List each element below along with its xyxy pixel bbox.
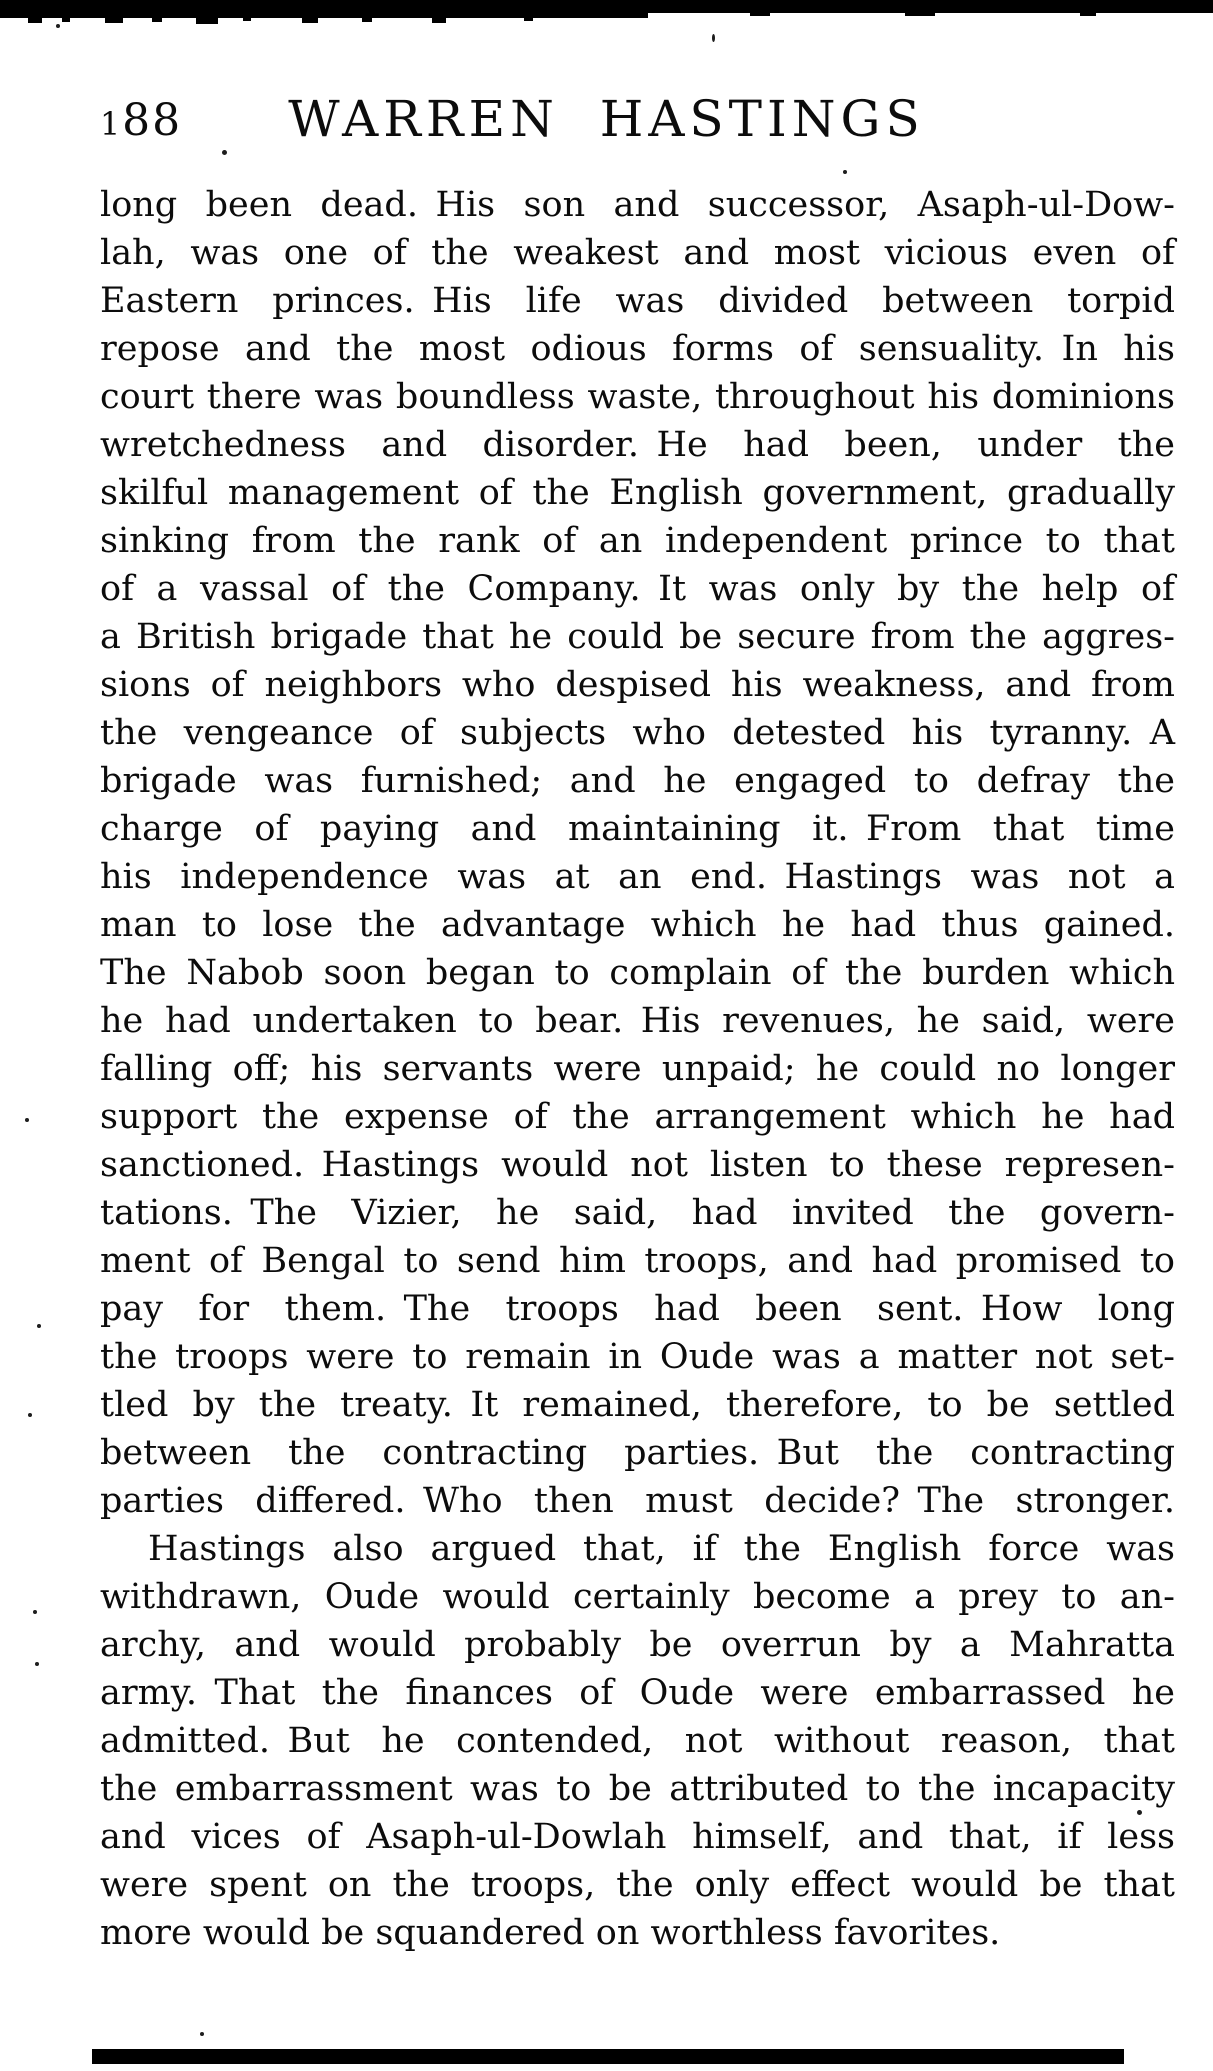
text-line: skilful management of the English government, gradually bbox=[100, 473, 1175, 513]
scan-artifact bbox=[28, 17, 42, 23]
text-line: parties differed. Who then must decide? The stronger. bbox=[100, 1481, 1175, 1521]
text-line: and vices of Asaph-ul-Dowlah himself, and that, if less bbox=[100, 1817, 1175, 1857]
ink-speck bbox=[37, 1324, 41, 1328]
text-line: admitted. But he contended, not without reason, that bbox=[100, 1721, 1175, 1761]
scan-artifact bbox=[152, 17, 162, 22]
ink-speck bbox=[33, 1610, 37, 1614]
text-line: tations. The Vizier, he said, had invited the govern- bbox=[100, 1193, 1175, 1233]
text-line: were spent on the troops, the only effect would be that bbox=[100, 1865, 1175, 1905]
text-line: repose and the most odious forms of sensuality. In his bbox=[100, 329, 1175, 369]
text-line: of a vassal of the Company. It was only by the help of bbox=[100, 569, 1175, 609]
text-line: archy, and would probably be overrun by a Mahratta bbox=[100, 1625, 1175, 1665]
ink-speck bbox=[35, 1662, 39, 1666]
text-line: Hastings also argued that, if the English force was bbox=[148, 1529, 1175, 1569]
scan-artifact bbox=[750, 12, 770, 16]
text-line: more would be squandered on worthless favorites. bbox=[100, 1913, 1001, 1953]
scan-artifact bbox=[105, 16, 123, 23]
ink-speck bbox=[56, 24, 60, 28]
text-line: court there was boundless waste, throughout his dominions bbox=[100, 377, 1175, 417]
text-line: withdrawn, Oude would certainly become a prey to an- bbox=[100, 1577, 1175, 1617]
scan-artifact bbox=[196, 16, 218, 24]
ink-speck bbox=[200, 2032, 204, 2036]
ink-speck bbox=[28, 1413, 32, 1417]
body-text bbox=[100, 181, 1175, 1957]
scan-artifact bbox=[1080, 12, 1096, 16]
ink-speck bbox=[222, 150, 227, 155]
text-line: between the contracting parties. But the contracting bbox=[100, 1433, 1175, 1473]
text-line: sions of neighbors who despised his weakness, and from bbox=[100, 665, 1175, 705]
text-line: Eastern princes. His life was divided between torpid bbox=[100, 281, 1175, 321]
text-line: man to lose the advantage which he had thus gained. bbox=[100, 905, 1175, 945]
page-number: 188 bbox=[100, 95, 183, 146]
text-line: falling off; his servants were unpaid; he could no longer bbox=[100, 1049, 1175, 1089]
text-line: sanctioned. Hastings would not listen to these represen- bbox=[100, 1145, 1175, 1185]
scan-bar-bottom bbox=[92, 2049, 1124, 2064]
text-line: army. That the finances of Oude were embarrassed he bbox=[100, 1673, 1175, 1713]
ink-speck bbox=[1137, 1810, 1142, 1815]
ink-speck bbox=[25, 1118, 29, 1122]
text-line: he had undertaken to bear. His revenues, he said, were bbox=[100, 1001, 1175, 1041]
scan-artifact bbox=[302, 17, 318, 23]
text-line: wretchedness and disorder. He had been, under the bbox=[100, 425, 1175, 465]
text-line: ment of Bengal to send him troops, and had promised to bbox=[100, 1241, 1175, 1281]
text-line: his independence was at an end. Hastings was not a bbox=[100, 857, 1175, 897]
text-line: The Nabob soon began to complain of the burden which bbox=[100, 953, 1175, 993]
scan-artifact bbox=[905, 12, 935, 16]
text-line: brigade was furnished; and he engaged to defray the bbox=[100, 761, 1175, 801]
ink-speck bbox=[712, 34, 715, 42]
scan-artifact bbox=[524, 17, 533, 21]
text-line: sinking from the rank of an independent prince to that bbox=[100, 521, 1175, 561]
text-line: tled by the treaty. It remained, therefore, to be settled bbox=[100, 1385, 1175, 1425]
scan-artifact bbox=[243, 17, 251, 21]
text-line: long been dead. His son and successor, Asaph-ul-Dow- bbox=[100, 185, 1175, 225]
text-line: support the expense of the arrangement which he had bbox=[100, 1097, 1175, 1137]
scan-artifact bbox=[362, 17, 372, 22]
scan-artifact bbox=[62, 17, 70, 22]
text-line: the troops were to remain in Oude was a matter not set- bbox=[100, 1337, 1175, 1377]
text-line: a British brigade that he could be secure from the aggres- bbox=[100, 617, 1175, 657]
text-line: the embarrassment was to be attributed to the incapacity bbox=[100, 1769, 1175, 1809]
scan-artifact bbox=[432, 17, 446, 23]
text-line: charge of paying and maintaining it. From that time bbox=[100, 809, 1175, 849]
running-head-title: WARREN HASTINGS bbox=[288, 90, 925, 148]
text-line: lah, was one of the weakest and most vicious even of bbox=[100, 233, 1175, 273]
ink-speck bbox=[843, 170, 847, 174]
scan-bar-top-left bbox=[0, 0, 648, 18]
text-line: the vengeance of subjects who detested his tyranny. A bbox=[100, 713, 1175, 753]
text-line: pay for them. The troops had been sent. How long bbox=[100, 1289, 1175, 1329]
